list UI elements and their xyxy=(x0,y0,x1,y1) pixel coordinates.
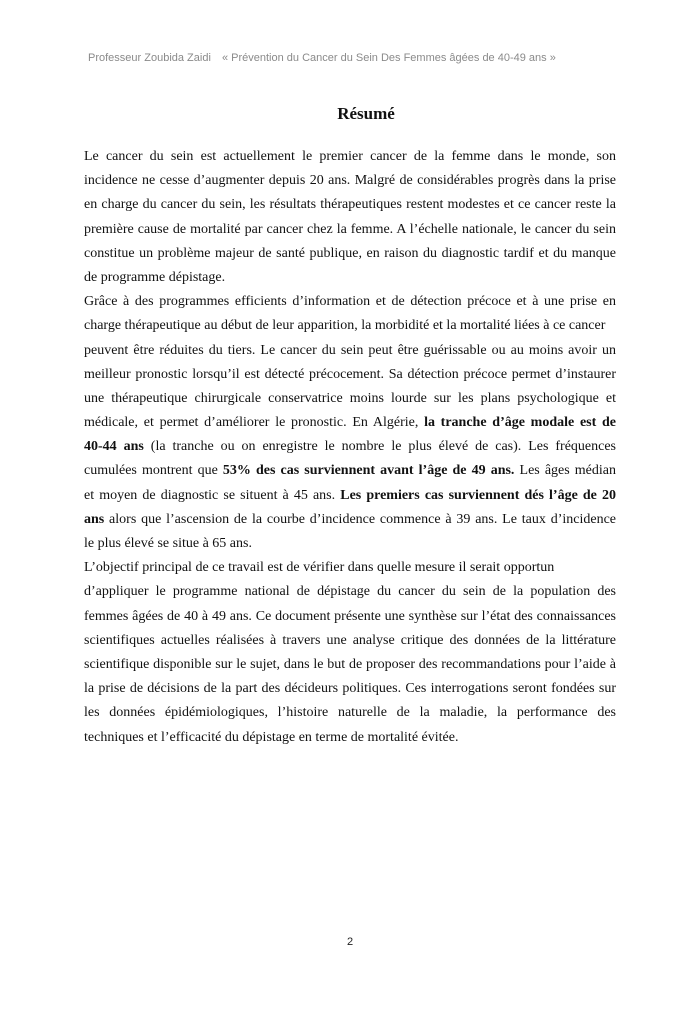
page-number: 2 xyxy=(346,936,354,948)
text-line: une thérapeutique chirurgicale conservatrice moins lourde sur les plans psychologique et xyxy=(84,390,616,406)
text-line: ans alors que l’ascension de la courbe d’incidence commence à 39 ans. Le taux d’incidence xyxy=(84,511,616,527)
text-line: Le cancer du sein est actuellement le premier cancer de la femme dans le monde, son xyxy=(84,149,616,164)
running-header xyxy=(88,52,648,64)
text-line: d’appliquer le programme national de dépistage du cancer du sein de la population des xyxy=(84,584,616,600)
text-line: médicale, et permet d’améliorer le pronostic. En Algérie, la tranche d’âge modale est de xyxy=(84,415,616,431)
text-line: la prise de décisions de la part des décideurs politiques. Ces interrogations seront fondées sur xyxy=(84,681,616,697)
text-line: 40-44 ans (la tranche ou on enregistre le nombre le plus élevé de cas). Les fréquences xyxy=(84,439,616,455)
text-line: les données épidémiologiques, l’histoire naturelle de la maladie, la performance des xyxy=(84,705,616,721)
text-line: première cause de mortalité par cancer chez la femme. A l’échelle nationale, le cancer du sein xyxy=(84,221,616,237)
text-line: Grâce à des programmes efficients d’information et de détection précoce et à une prise en xyxy=(84,294,616,310)
text-line: peuvent être réduites du tiers. Le cancer du sein peut être guérissable ou au moins avoir un xyxy=(84,342,616,358)
text-line: cumulées montrent que 53% des cas surviennent avant l’âge de 49 ans. Les âges médian xyxy=(84,463,616,479)
text-line: techniques et l’efficacité du dépistage en terme de mortalité évitée. xyxy=(84,729,459,745)
text-line: L’objectif principal de ce travail est de vérifier dans quelle mesure il serait opportun xyxy=(84,560,555,576)
text-line: meilleur pronostic lorsqu’il est détecté précocement. Sa détection précoce permet d’instaurer xyxy=(84,366,616,382)
bold-highlight: Les premiers cas surviennent dés l’âge de 20 xyxy=(340,487,616,503)
text-line: incidence ne cesse d’augmenter depuis 20 ans. Malgré de considérables progrès dans la prise xyxy=(84,173,616,189)
text-line: le plus élevé se situe à 65 ans. xyxy=(84,536,252,551)
header-document-title: « Prévention du Cancer du Sein Des Femmes âgées de 40-49 ans » xyxy=(221,52,556,64)
text-line: scientifique disponible sur le sujet, dans le but de proposer des recommandations pour l’aide à xyxy=(84,656,616,672)
header-author: Professeur Zoubida Zaidi xyxy=(88,52,211,64)
text-line: scientifiques actuelles réalisées à travers une analyse critique des données de la littérature xyxy=(84,632,616,648)
text-line: de programme dépistage. xyxy=(84,269,226,285)
section-title: Résumé xyxy=(337,104,395,123)
text-line: femmes âgées de 40 à 49 ans. Ce document présente une synthèse sur l’état des connaissances xyxy=(84,608,616,624)
bold-highlight: 40-44 ans xyxy=(84,439,144,455)
text-line: et moyen de diagnostic se situent à 45 ans. Les premiers cas surviennent dés l’âge de 20 xyxy=(84,487,616,503)
bold-highlight: 53% des cas surviennent avant l’âge de 49 ans. xyxy=(222,463,515,479)
bold-highlight: la tranche d’âge modale est de xyxy=(424,415,616,431)
text-line: en charge du cancer du sein, les résultats thérapeutiques restent modestes et ce cancer reste la xyxy=(84,197,616,213)
bold-highlight: ans xyxy=(84,511,105,527)
summary-body xyxy=(84,145,616,750)
text-line: constitue un problème majeur de santé publique, en raison du diagnostic tardif et du manque xyxy=(84,245,616,261)
text-line: charge thérapeutique au début de leur apparition, la morbidité et la mortalité liées à ce cancer xyxy=(84,318,606,334)
